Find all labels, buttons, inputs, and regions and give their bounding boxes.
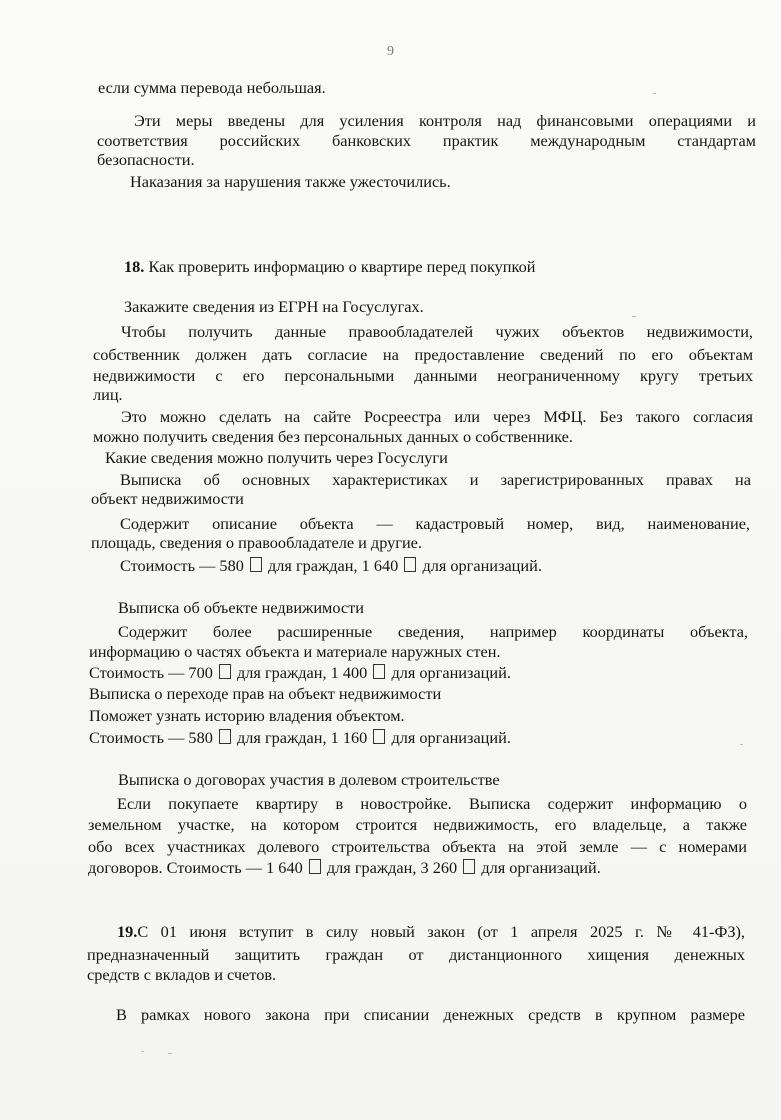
price-line: Стоимость — 700 для граждан, 1 400 для организаций. — [89, 663, 511, 682]
text-line: безопасности. — [97, 150, 195, 169]
section-number: 18. — [124, 257, 145, 276]
text-line: средств с вкладов и счетов. — [87, 965, 277, 984]
scan-speck — [141, 1051, 144, 1052]
text-line: можно получить сведения без персональных данных о собственнике. — [93, 427, 573, 446]
text-line: Это можно сделать на сайте Росреестра или через МФЦ. Без такого согласия — [121, 407, 753, 426]
text-line: Какие сведения можно получить через Госуслуги — [105, 448, 448, 467]
text-line: недвижимости с его персональными данными неограниченному кругу третьих — [93, 366, 753, 385]
text-line: Содержит более расширенные сведения, например координаты объекта, — [118, 622, 748, 641]
text-line: Выписка о договорах участия в долевом строительстве — [118, 770, 500, 789]
rub-icon — [373, 729, 385, 744]
text-line: объект недвижимости — [91, 489, 244, 508]
text-line: Выписка об основных характеристиках и зарегистрированных правах на — [120, 470, 751, 489]
text-line: соответствия российских банковских практик международным стандартам — [97, 131, 756, 150]
rub-icon — [373, 664, 385, 679]
text-line: Если покупаете квартиру в новостройке. Выписка содержит информацию о — [117, 794, 747, 813]
text-line: Эти меры введены для усиления контроля над финансовыми операциями и — [134, 111, 756, 130]
text-line: если сумма перевода небольшая. — [98, 78, 326, 97]
text-line: обо всех участниках долевого строительства объекта на этой земле — с номерами — [88, 837, 747, 856]
rub-icon — [463, 859, 475, 874]
scan-speck — [632, 316, 636, 317]
scan-speck — [168, 1053, 172, 1054]
text-line: информацию о частях объекта и материале наружных стен. — [89, 642, 501, 661]
text-line: Выписка об объекте недвижимости — [118, 598, 364, 617]
price-line: Стоимость — 580 для граждан, 1 160 для организаций. — [89, 728, 511, 747]
page-number: 9 — [387, 44, 394, 59]
scan-speck — [653, 93, 656, 94]
text-line: Закажите сведения из ЕГРН на Госуслугах. — [124, 297, 424, 316]
text-line: площадь, сведения о правообладателе и другие. — [91, 533, 422, 552]
rub-icon — [404, 557, 416, 572]
scan-speck — [740, 744, 743, 745]
text-line: В рамках нового закона при списании денежных средств в крупном размере — [116, 1005, 745, 1024]
text-line: Чтобы получить данные правообладателей чужих объектов недвижимости, — [121, 322, 753, 341]
price-line: Стоимость — 580 для граждан, 1 640 для организаций. — [120, 556, 542, 575]
text-line: Содержит описание объекта — кадастровый номер, вид, наименование, — [120, 514, 750, 533]
rub-icon — [219, 664, 231, 679]
text-line: предназначенный защитить граждан от дистанционного хищения денежных — [87, 945, 745, 964]
text-line: Выписка о переходе прав на объект недвижимости — [89, 684, 442, 703]
text-line: земельном участке, на котором строится недвижимость, его владельце, а также — [88, 815, 747, 834]
section-heading-18 — [124, 257, 535, 277]
rub-icon — [309, 859, 321, 874]
section-number: 19. — [117, 922, 138, 941]
text-line: Поможет узнать историю владения объектом. — [89, 706, 405, 725]
text-line: Наказания за нарушения также ужесточились. — [130, 172, 451, 191]
text-line: собственник должен дать согласие на предоставление сведений по его объектам — [93, 345, 753, 364]
section-19-first-line: 19.С 01 июня вступит в силу новый закон (от 1 апреля 2025 г. № 41-ФЗ), — [117, 922, 745, 941]
rub-icon — [250, 557, 262, 572]
price-line: договоров. Стоимость — 1 640 для граждан, 3 260 для организаций. — [88, 858, 601, 877]
section-title: Как проверить информацию о квартире перед покупкой — [148, 257, 536, 276]
rub-icon — [219, 729, 231, 744]
text-line: лиц. — [93, 385, 123, 404]
